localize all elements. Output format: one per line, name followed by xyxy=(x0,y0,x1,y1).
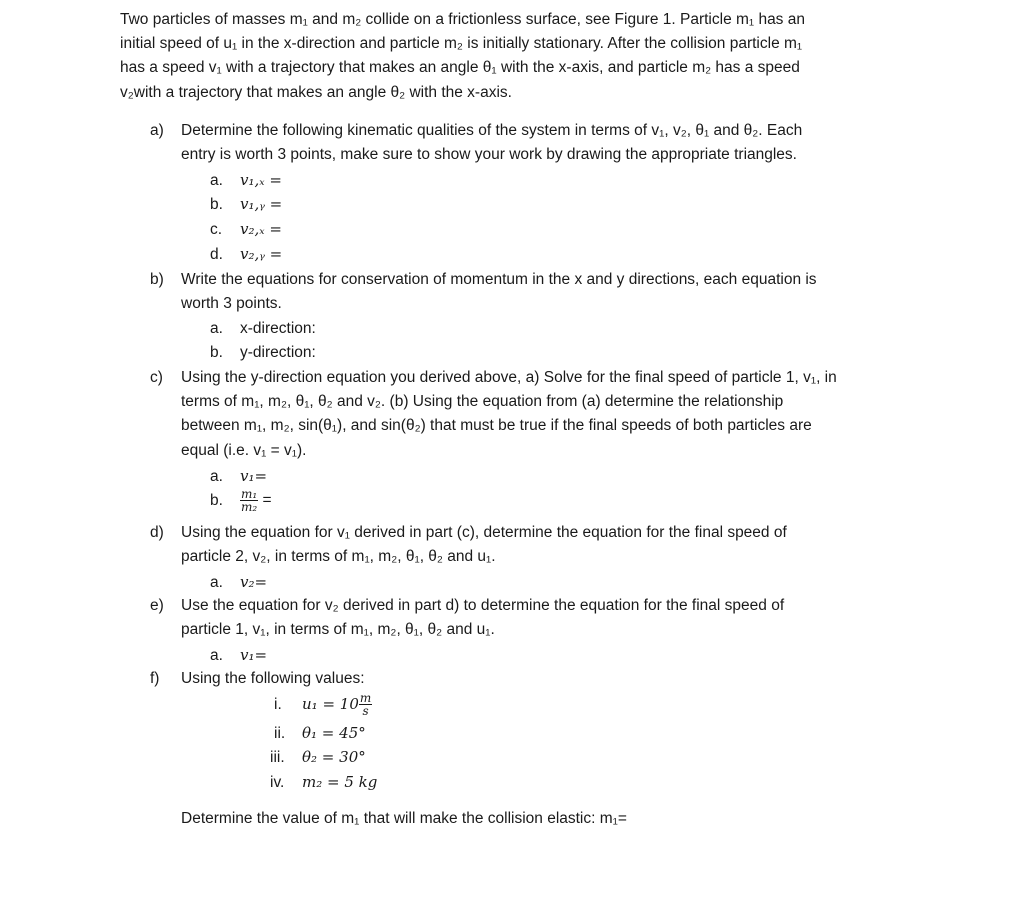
part-f-value-iii: iii. θ₂ = 30° xyxy=(270,748,366,766)
part-f-value-i: i. u₁ = 10 $\frac{m}{s}$ xyxy=(274,691,372,719)
part-b-item-a: a. x-direction: xyxy=(210,320,316,337)
intro-line-4: v₂with a trajectory that makes an angle θ₂ with the x-axis. xyxy=(120,84,512,101)
part-e-line-1: Use the equation for v₂ derived in part d) to determine the equation for the final speed of xyxy=(181,597,785,614)
part-d-line-2: particle 2, v₂, in terms of m₁, m₂, θ₁, θ₂ and u₁. xyxy=(181,548,496,565)
part-f-value-ii: ii. θ₁ = 45° xyxy=(274,724,366,742)
part-b-line-2: worth 3 points. xyxy=(181,295,282,312)
mass-ratio-fraction: $\frac{\text{m₁}}{\text{m₂}}$ xyxy=(241,487,258,514)
part-a-item-d: d. v₂,ᵧ = xyxy=(210,245,283,263)
part-c-line-4: equal (i.e. v₁ = v₁). xyxy=(181,442,307,459)
part-d-line-1: Using the equation for v₁ derived in part (c), determine the equation for the final speed of xyxy=(181,524,787,541)
part-b-item-b: b. y-direction: xyxy=(210,344,316,361)
part-d-label: d) xyxy=(150,524,164,541)
part-a-line-1: Determine the following kinematic qualities of the system in terms of v₁, v₂, θ₁ and θ₂. Each xyxy=(181,122,803,139)
final-question: Determine the value of m₁ that will make the collision elastic: m₁= xyxy=(181,810,627,827)
part-d-item-a: a. v₂= xyxy=(210,573,268,591)
part-f-label: f) xyxy=(150,670,160,687)
intro-line-1: Two particles of masses m₁ and m₂ collide on a frictionless surface, see Figure 1. Particle m₁ has an xyxy=(120,11,805,28)
part-c-line-3: between m₁, m₂, sin(θ₁), and sin(θ₂) that must be true if the final speeds of both particles are xyxy=(181,417,812,434)
part-c-line-1: Using the y-direction equation you derived above, a) Solve for the final speed of particle 1, v₁, in xyxy=(181,369,837,386)
part-a-item-c: c. v₂,ₓ = xyxy=(210,220,282,238)
units-fraction: $\frac{m}{s}$ xyxy=(359,691,372,719)
part-a-line-2: entry is worth 3 points, make sure to show your work by drawing the appropriate triangles. xyxy=(181,146,797,163)
part-f-line-1: Using the following values: xyxy=(181,670,365,687)
part-e-item-a: a. v₁= xyxy=(210,646,268,664)
part-c-label: c) xyxy=(150,369,163,386)
part-e-label: e) xyxy=(150,597,164,614)
part-f-value-iv: iv. m₂ = 5 kg xyxy=(270,773,378,791)
intro-line-3: has a speed v₁ with a trajectory that makes an angle θ₁ with the x-axis, and particle m₂ has a speed xyxy=(120,59,800,76)
part-a-item-a: a. v₁,ₓ = xyxy=(210,171,282,189)
part-c-item-a: a. v₁= xyxy=(210,467,268,485)
intro-line-2: initial speed of u₁ in the x-direction and particle m₂ is initially stationary. After the collision particle m₁ xyxy=(120,35,803,52)
part-c-line-2: terms of m₁, m₂, θ₁, θ₂ and v₂. (b) Using the equation from (a) determine the relationship xyxy=(181,393,784,410)
part-b-label: b) xyxy=(150,271,164,288)
part-a-item-b: b. v₁,ᵧ = xyxy=(210,195,283,213)
part-a-label: a) xyxy=(150,122,164,139)
part-c-item-b: b. $\frac{\text{m₁}}{\text{m₂}}$ = xyxy=(210,487,272,514)
part-b-line-1: Write the equations for conservation of momentum in the x and y directions, each equation is xyxy=(181,271,817,288)
part-e-line-2: particle 1, v₁, in terms of m₁, m₂, θ₁, θ₂ and u₁. xyxy=(181,621,495,638)
